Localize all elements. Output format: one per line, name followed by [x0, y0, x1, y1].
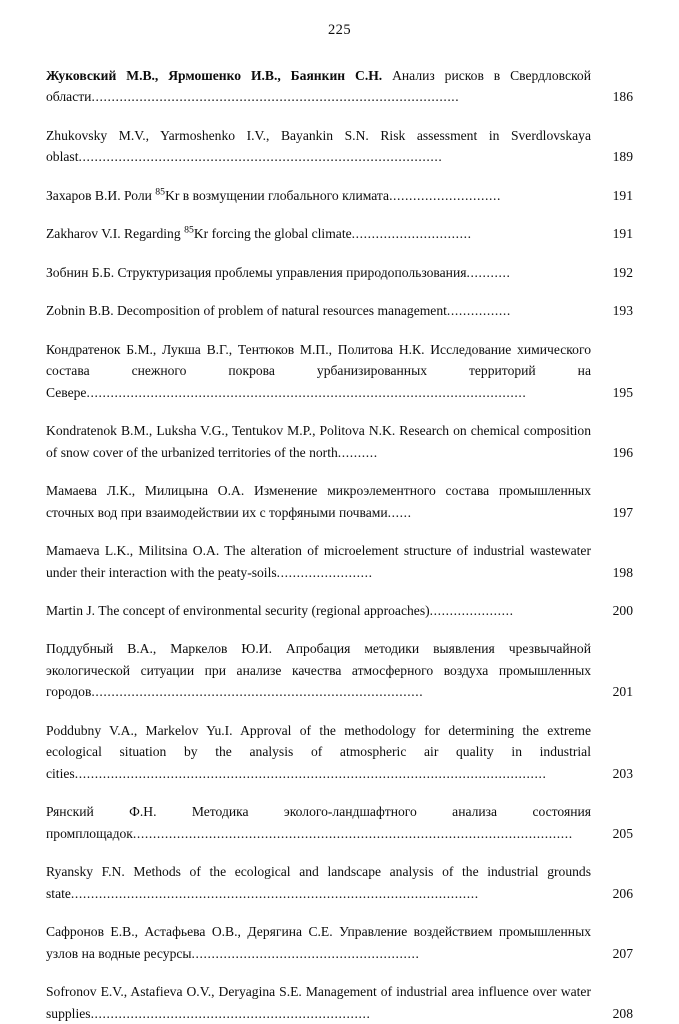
toc-entry-text: Zobnin B.B. Decomposition of problem of natural resources management	[46, 303, 447, 319]
toc-entry	[46, 420, 633, 463]
toc-leader-dots: ......	[387, 504, 412, 520]
toc-entry	[46, 540, 633, 583]
toc-entry-title	[46, 125, 633, 168]
toc-entry-page: 207	[612, 945, 633, 961]
toc-entry-text: Kondratenok B.M., Luksha V.G., Tentukov M.P., Politova N.K. Research on chemical composition of snow cover of the urbanized territories of the north	[46, 423, 591, 460]
toc-entry-page: 189	[612, 149, 633, 165]
toc-entry-title	[46, 339, 633, 403]
toc-entry	[46, 600, 633, 621]
toc-entry	[46, 223, 633, 244]
toc-entry	[46, 801, 633, 844]
toc-entry-text: Mamaeva L.K., Militsina O.A. The alteration of microelement structure of industrial wastewater under their interaction with the peaty-soils	[46, 543, 591, 580]
toc-leader-dots: ...................................................................................	[91, 684, 424, 700]
toc-entry-title	[46, 921, 633, 964]
toc-entry-title	[46, 801, 633, 844]
toc-entry-superscript: 85	[184, 224, 194, 236]
toc-entry-text: Кондратенок Б.М., Лукша В.Г., Тентюков М.П., Политова Н.К. Исследование химического состава снежного покрова урбанизированных территорий на Севере	[46, 341, 591, 400]
toc-entry-title	[46, 420, 633, 463]
table-of-contents	[46, 65, 633, 1024]
toc-entry-page: 191	[612, 226, 633, 242]
toc-entry-title	[46, 638, 633, 702]
toc-entry	[46, 861, 633, 904]
toc-entry-page: 195	[612, 384, 633, 400]
toc-entry-page: 192	[612, 264, 633, 280]
toc-leader-dots: ...........	[466, 264, 511, 280]
toc-entry-page: 198	[612, 564, 633, 580]
toc-leader-dots: ......................................................................	[90, 1005, 371, 1021]
toc-entry	[46, 300, 633, 321]
toc-entry-page: 193	[612, 303, 633, 319]
toc-leader-dots: ..............................	[351, 226, 472, 242]
toc-leader-dots: ................	[446, 303, 511, 319]
toc-entry-text: Зобнин Б.Б. Структуризация проблемы управления природопользования	[46, 264, 467, 280]
toc-entry-page: 197	[612, 504, 633, 520]
toc-entry-title	[46, 480, 633, 523]
toc-entry-remainder: Анализ рисков в Свердловской области	[46, 68, 591, 105]
toc-entry-text: Martin J. The concept of environmental security (regional approaches)	[46, 602, 430, 618]
toc-leader-dots: ..........	[337, 444, 378, 460]
toc-entry-page: 191	[612, 187, 633, 203]
toc-entry	[46, 720, 633, 784]
toc-entry-text: Поддубный В.А., Маркелов Ю.И. Апробация методики выявления чрезвычайной экологической ситуации при анализе качества атмосферного воздуха промышленных городов	[46, 641, 591, 700]
toc-entry-page: 203	[612, 765, 633, 781]
toc-entry-page: 196	[612, 444, 633, 460]
toc-entry-text-pre: Захаров В.И. Роли	[46, 187, 156, 203]
toc-entry-page: 208	[612, 1005, 633, 1021]
toc-leader-dots: ..............................................................................................................	[132, 825, 573, 841]
toc-leader-dots: ...........................................................................................	[78, 149, 443, 165]
toc-entry-title	[46, 540, 633, 583]
toc-leader-dots: ............................	[389, 187, 502, 203]
toc-entry-title	[46, 861, 633, 904]
toc-entry-text: Сафронов Е.В., Астафьева О.В., Дерягина С.Е. Управление воздействием промышленных узлов на водные ресурсы	[46, 924, 591, 961]
toc-entry	[46, 125, 633, 168]
toc-entry	[46, 65, 633, 108]
toc-entry-page: 206	[612, 885, 633, 901]
toc-entry-title	[46, 65, 633, 108]
toc-leader-dots: ......................................................................................................................	[74, 765, 547, 781]
toc-entry-title	[46, 223, 633, 244]
toc-entry-page: 186	[612, 89, 633, 105]
toc-leader-dots: .........................................................	[191, 945, 420, 961]
toc-entry	[46, 981, 633, 1024]
toc-entry-superscript: 85	[155, 186, 166, 198]
toc-entry-title	[46, 185, 633, 206]
toc-entry-title	[46, 300, 633, 321]
toc-entry-text: Poddubny V.A., Markelov Yu.I. Approval of the methodology for determining the extreme ecological situation by the analysis of atmospheric air quality in industrial cities	[46, 722, 591, 781]
toc-entry	[46, 185, 633, 206]
toc-entry-text: Ryansky F.N. Methods of the ecological and landscape analysis of the industrial grounds state	[46, 864, 591, 901]
toc-entry-text: Sofronov E.V., Astafieva O.V., Deryagina S.E. Management of industrial area influence over water supplies	[46, 984, 591, 1021]
toc-entry-title	[46, 600, 633, 621]
toc-entry-text: Мамаева Л.К., Милицына О.А. Изменение микроэлементного состава промышленных сточных вод при взаимодействии их с торфяными почвами	[46, 483, 591, 520]
toc-leader-dots: .....................	[429, 602, 514, 618]
toc-entry-page: 201	[612, 684, 633, 700]
toc-entry-text-post: Kr в возмущении глобального климата	[165, 187, 390, 203]
toc-entry-page: 205	[612, 825, 633, 841]
toc-leader-dots: ........................	[276, 564, 373, 580]
toc-leader-dots: ......................................................................................................	[70, 885, 479, 901]
toc-entry-title	[46, 720, 633, 784]
toc-entry-text-post: Kr forcing the global climate	[193, 226, 352, 242]
toc-entry	[46, 339, 633, 403]
toc-entry-text: Рянский Ф.Н. Методика эколого-ландшафтного анализа состояния промплощадок	[46, 804, 591, 841]
toc-leader-dots: ..............................................................................................................	[86, 384, 527, 400]
page-number: 225	[328, 22, 351, 38]
toc-entry	[46, 262, 633, 283]
toc-entry-page: 200	[612, 602, 633, 618]
toc-entry-title	[46, 262, 633, 283]
toc-entry	[46, 921, 633, 964]
toc-entry	[46, 638, 633, 702]
toc-entry-text-pre: Zakharov V.I. Regarding	[46, 226, 185, 242]
toc-entry-title	[46, 981, 633, 1024]
toc-entry-text: Zhukovsky M.V., Yarmoshenko I.V., Bayankin S.N. Risk assessment in Sverdlovskaya oblast	[46, 127, 591, 165]
toc-entry	[46, 480, 633, 523]
toc-entry-authors: Жуковский М.В., Ярмошенко И.В., Баянкин С.Н.	[46, 68, 383, 83]
toc-leader-dots: ............................................................................................	[91, 89, 460, 105]
